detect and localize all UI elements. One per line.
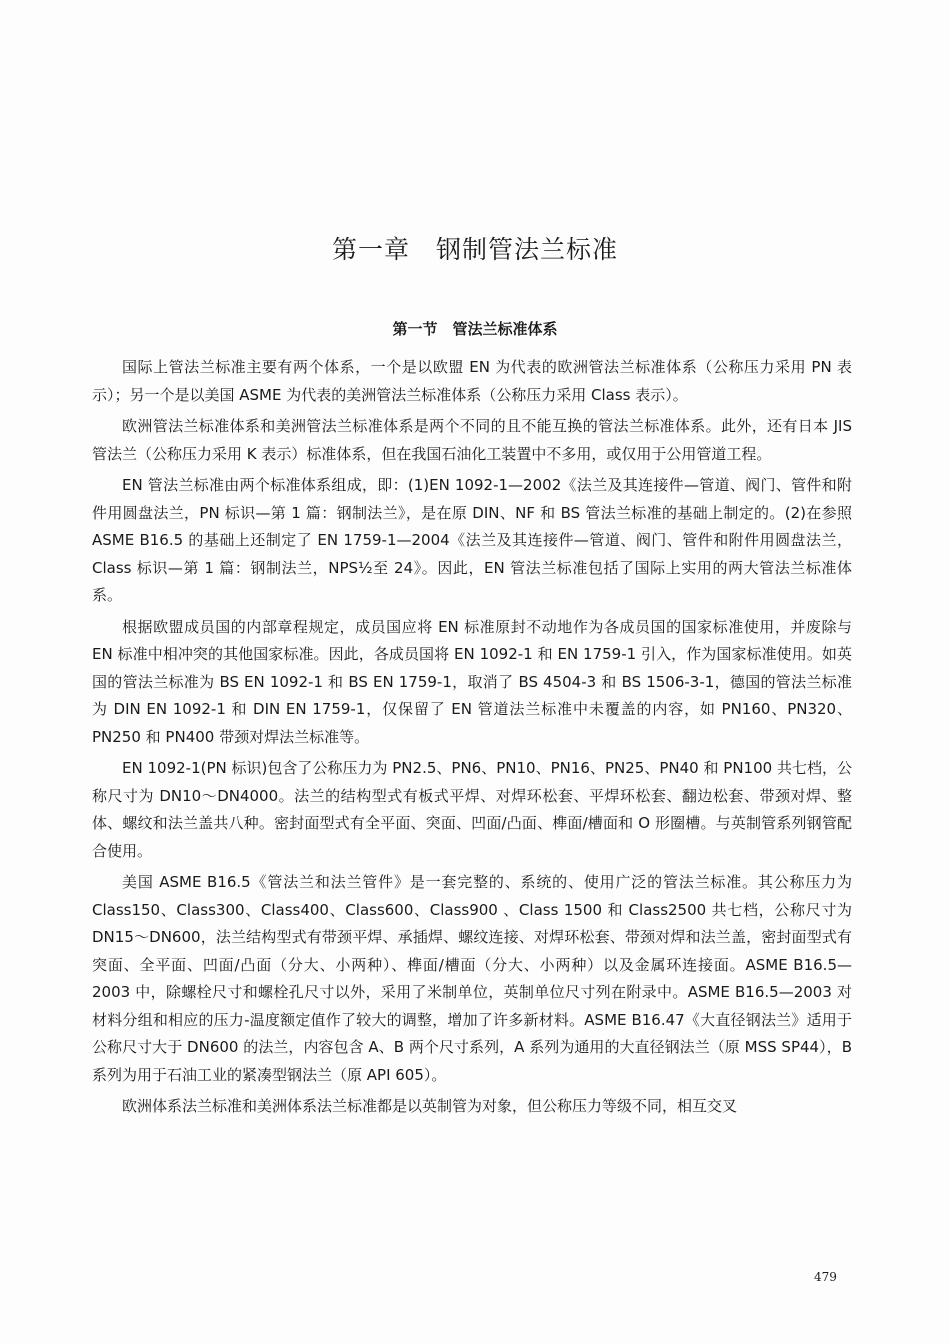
paragraph-2: 欧洲管法兰标准体系和美洲管法兰标准体系是两个不同的且不能互换的管法兰标准体系。此外，还有日本 JIS 管法兰（公称压力采用 K 表示）标准体系，但在我国石油化工装置中不多用，或仅用于公用管道工程。 [92, 417, 852, 463]
body-text [92, 354, 852, 1125]
paragraph-5: EN 1092-1(PN 标识)包含了公称压力为 PN2.5、PN6、PN10、PN16、PN25、PN40 和 PN100 共七档，公称尺寸为 DN10～DN4000。法兰的结构型式有板式平焊、对焊环松套、平焊环松套、翻边松套、带颈对焊、整体、螺纹和法兰盖共八种。密封面型式有全平面、突面、凹面/凸面、榫面/槽面和 O 形圈槽。与英制管系列钢管配合使用。 [92, 759, 852, 860]
page-number: 479 [814, 1270, 837, 1284]
paragraph-7: 欧洲体系法兰标准和美洲体系法兰标准都是以英制管为对象，但公称压力等级不同，相互交叉 [122, 1097, 738, 1115]
paragraph-3: EN 管法兰标准由两个标准体系组成，即：(1)EN 1092-1—2002《法兰及其连接件—管道、阀门、管件和附件用圆盘法兰，PN 标识—第 1 篇：钢制法兰》，是在原 DIN、NF 和 BS 管法兰标准的基础上制定的。(2)在参照 ASME B16.5 的基础上还制定了 EN 1759-1—2004《法兰及其连接件—管道、阀门、管件和附件用圆盘法兰，Class 标识—第 1 篇：钢制法兰，NPS½至 24》。因此，EN 管法兰标准包括了国际上实用的两大管法兰标准体系。 [92, 476, 852, 604]
section-title: 第一节 管法兰标准体系 [392, 320, 558, 338]
chapter-title: 第一章 钢制管法兰标准 [331, 235, 618, 264]
paragraph-1: 国际上管法兰标准主要有两个体系，一个是以欧盟 EN 为代表的欧洲管法兰标准体系（公称压力采用 PN 表示）；另一个是以美国 ASME 为代表的美洲管法兰标准体系（公称压力采用 Class 表示）。 [92, 358, 852, 404]
paragraph-4: 根据欧盟成员国的内部章程规定，成员国应将 EN 标准原封不动地作为各成员国的国家标准使用，并废除与 EN 标准中相冲突的其他国家标准。因此，各成员国将 EN 1092-1 和 EN 1759-1 引入，作为国家标准使用。如英国的管法兰标准为 BS EN 1092-1 和 BS EN 1759-1，取消了 BS 4504-3 和 BS 1506-3-1，德国的管法兰标准为 DIN EN 1092-1 和 DIN EN 1759-1，仅保留了 EN 管道法兰标准中未覆盖的内容，如 PN160、PN320、PN250 和 PN400 带颈对焊法兰标准等。 [92, 617, 852, 746]
paragraph-6: 美国 ASME B16.5《管法兰和法兰管件》是一套完整的、系统的、使用广泛的管法兰标准。其公称压力为 Class150、Class300、Class400、Class600、Class900 、Class 1500 和 Class2500 共七档，公称尺寸为 DN15～DN600，法兰结构型式有带颈平焊、承插焊、螺纹连接、对焊环松套、带颈对焊和法兰盖，密封面型式有突面、全平面、凹面/凸面（分大、小两种）、榫面/槽面（分大、小两种）以及金属环连接面。ASME B16.5—2003 中，除螺栓尺寸和螺栓孔尺寸以外，采用了米制单位，英制单位尺寸列在附录中。ASME B16.5—2003 对材料分组和相应的压力-温度额定值作了较大的调整，增加了许多新材料。ASME B16.47《大直径钢法兰》适用于公称尺寸大于 DN600 的法兰，内容包含 A、B 两个尺寸系列，A 系列为通用的大直径钢法兰（原 MSS SP44），B 系列为用于石油工业的紧凑型钢法兰（原 API 605）。 [92, 873, 852, 1084]
